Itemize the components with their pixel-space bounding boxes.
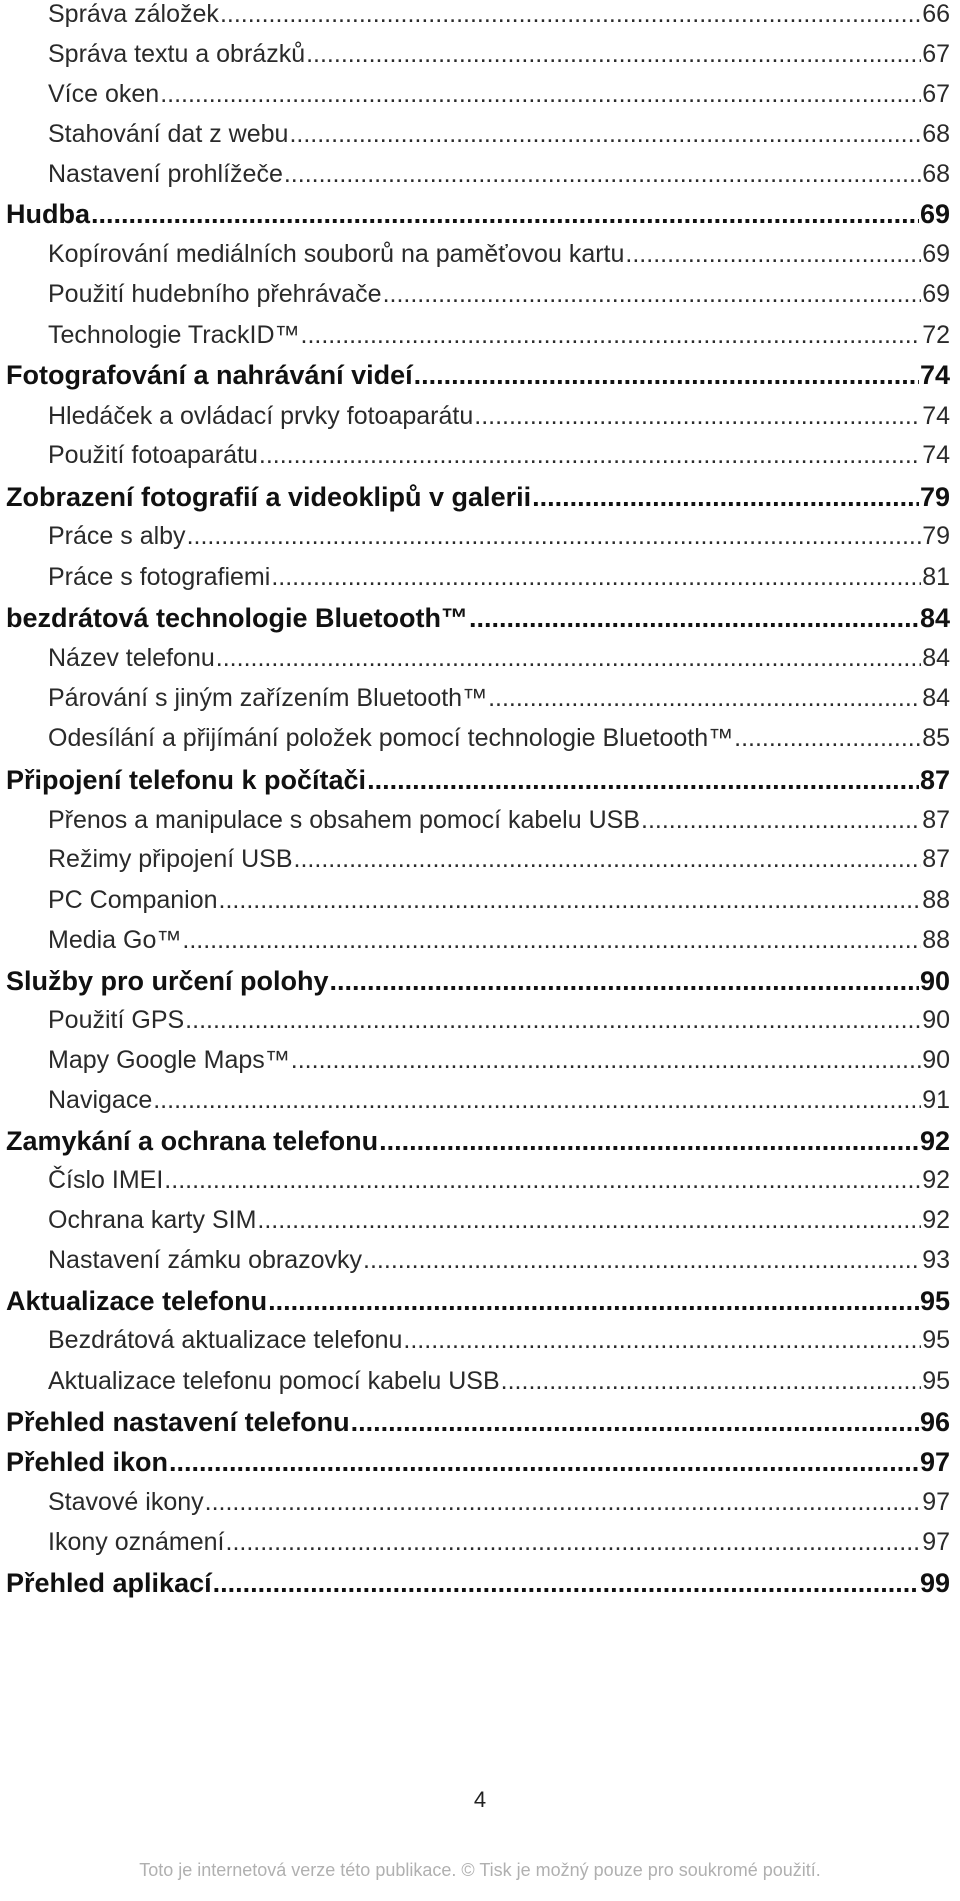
toc-entry-page: 67 bbox=[922, 40, 950, 68]
toc-entry-page: 81 bbox=[922, 563, 950, 591]
toc-dot-leader bbox=[213, 1568, 919, 1599]
toc-dot-leader bbox=[164, 1166, 921, 1195]
toc-entry-title: Stahování dat z webu bbox=[48, 120, 289, 148]
toc-entry-page: 92 bbox=[922, 1206, 950, 1234]
toc-dot-leader bbox=[160, 80, 921, 109]
toc-section-entry[interactable] bbox=[48, 644, 950, 673]
toc-chapter-entry[interactable] bbox=[6, 603, 950, 634]
toc-dot-leader bbox=[284, 160, 921, 189]
toc-entry-title: Práce s fotografiemi bbox=[48, 563, 271, 591]
toc-entry-page: 67 bbox=[922, 80, 950, 108]
toc-entry-title: Bezdrátová aktualizace telefonu bbox=[48, 1326, 403, 1354]
toc-dot-leader bbox=[625, 240, 921, 269]
toc-entry-page: 68 bbox=[922, 120, 950, 148]
toc-entry-page: 74 bbox=[922, 402, 950, 430]
toc-section-entry[interactable] bbox=[48, 563, 950, 592]
toc-entry-title: Hledáček a ovládací prvky fotoaparátu bbox=[48, 402, 474, 430]
toc-chapter-entry[interactable] bbox=[6, 360, 950, 391]
toc-section-entry[interactable] bbox=[48, 1488, 950, 1517]
toc-dot-leader bbox=[182, 926, 921, 955]
toc-entry-title: Přenos a manipulace s obsahem pomocí kabelu USB bbox=[48, 806, 640, 834]
toc-entry-page: 90 bbox=[922, 1046, 950, 1074]
toc-dot-leader bbox=[153, 1086, 921, 1115]
toc-dot-leader bbox=[91, 199, 919, 230]
toc-chapter-entry[interactable] bbox=[6, 1568, 950, 1599]
toc-dot-leader bbox=[169, 1447, 919, 1478]
toc-entry-page: 79 bbox=[922, 522, 950, 550]
toc-section-entry[interactable] bbox=[48, 402, 950, 431]
toc-dot-leader bbox=[330, 966, 919, 997]
toc-entry-title: Zamykání a ochrana telefonu bbox=[6, 1126, 379, 1156]
toc-entry-page: 91 bbox=[922, 1086, 950, 1114]
toc-entry-title: Stavové ikony bbox=[48, 1488, 204, 1516]
toc-entry-title: Přehled nastavení telefonu bbox=[6, 1407, 350, 1437]
toc-entry-title: Aktualizace telefonu pomocí kabelu USB bbox=[48, 1367, 500, 1395]
toc-section-entry[interactable] bbox=[48, 926, 950, 955]
toc-section-entry[interactable] bbox=[48, 806, 950, 835]
toc-section-entry[interactable] bbox=[48, 40, 950, 69]
toc-dot-leader bbox=[363, 1246, 921, 1275]
toc-section-entry[interactable] bbox=[48, 321, 950, 350]
toc-entry-page: 95 bbox=[919, 1286, 950, 1316]
toc-entry-page: 84 bbox=[922, 644, 950, 672]
toc-dot-leader bbox=[469, 603, 919, 634]
toc-section-entry[interactable] bbox=[48, 1528, 950, 1557]
toc-section-entry[interactable] bbox=[48, 120, 950, 149]
toc-entry-page: 69 bbox=[922, 240, 950, 268]
toc-section-entry[interactable] bbox=[48, 845, 950, 874]
toc-entry-title: bezdrátová technologie Bluetooth™ bbox=[6, 603, 469, 633]
toc-section-entry[interactable] bbox=[48, 1206, 950, 1235]
toc-dot-leader bbox=[185, 1006, 921, 1035]
toc-entry-title: Více oken bbox=[48, 80, 160, 108]
toc-section-entry[interactable] bbox=[48, 80, 950, 109]
toc-section-entry[interactable] bbox=[48, 441, 950, 470]
toc-entry-page: 69 bbox=[919, 199, 950, 229]
toc-entry-title: Odesílání a přijímání položek pomocí technologie Bluetooth™ bbox=[48, 724, 734, 752]
toc-entry-page: 84 bbox=[922, 684, 950, 712]
toc-section-entry[interactable] bbox=[48, 886, 950, 915]
toc-dot-leader bbox=[403, 1326, 921, 1355]
toc-chapter-entry[interactable] bbox=[6, 1407, 950, 1438]
toc-entry-page: 85 bbox=[922, 724, 950, 752]
toc-dot-leader bbox=[216, 644, 921, 673]
toc-entry-page: 68 bbox=[922, 160, 950, 188]
toc-dot-leader bbox=[734, 724, 921, 753]
toc-entry-title: Použití fotoaparátu bbox=[48, 441, 258, 469]
toc-section-entry[interactable] bbox=[48, 240, 950, 269]
toc-entry-title: Služby pro určení polohy bbox=[6, 966, 329, 996]
toc-section-entry[interactable] bbox=[48, 1367, 950, 1396]
toc-dot-leader bbox=[414, 360, 919, 391]
toc-dot-leader bbox=[226, 1528, 922, 1557]
toc-dot-leader bbox=[367, 765, 919, 796]
toc-entry-title: Media Go™ bbox=[48, 926, 182, 954]
toc-entry-title: Správa záložek bbox=[48, 0, 219, 28]
toc-entry-title: Správa textu a obrázků bbox=[48, 40, 306, 68]
toc-dot-leader bbox=[532, 482, 919, 513]
toc-entry-page: 97 bbox=[919, 1447, 950, 1477]
toc-dot-leader bbox=[501, 1367, 922, 1396]
toc-entry-page: 95 bbox=[922, 1367, 950, 1395]
toc-dot-leader bbox=[187, 522, 922, 551]
toc-section-entry[interactable] bbox=[48, 1006, 950, 1035]
toc-dot-leader bbox=[379, 1126, 919, 1157]
toc-chapter-entry[interactable] bbox=[6, 1286, 950, 1317]
toc-entry-page: 99 bbox=[919, 1568, 950, 1598]
toc-chapter-entry[interactable] bbox=[6, 482, 950, 513]
toc-entry-page: 92 bbox=[922, 1166, 950, 1194]
toc-dot-leader bbox=[301, 321, 922, 350]
toc-dot-leader bbox=[259, 441, 921, 470]
toc-section-entry[interactable] bbox=[48, 1086, 950, 1115]
toc-section-entry[interactable] bbox=[48, 1246, 950, 1275]
toc-entry-title: Fotografování a nahrávání videí bbox=[6, 360, 413, 390]
footer-note: Toto je internetová verze této publikace. © Tisk je možný pouze pro soukromé použití. bbox=[139, 1860, 821, 1880]
toc-entry-title: Připojení telefonu k počítači bbox=[6, 765, 367, 795]
toc-chapter-entry[interactable] bbox=[6, 765, 950, 796]
toc-section-entry[interactable] bbox=[48, 0, 950, 29]
toc-entry-page: 88 bbox=[922, 926, 950, 954]
toc-entry-title: Název telefonu bbox=[48, 644, 215, 672]
toc-section-entry[interactable] bbox=[48, 280, 950, 309]
toc-entry-title: Zobrazení fotografií a videoklipů v galerii bbox=[6, 482, 532, 512]
toc-section-entry[interactable] bbox=[48, 684, 950, 713]
toc-entry-title: Ikony oznámení bbox=[48, 1528, 225, 1556]
toc-entry-page: 90 bbox=[919, 966, 950, 996]
toc-section-entry[interactable] bbox=[48, 522, 950, 551]
toc-entry-page: 92 bbox=[919, 1126, 950, 1156]
toc-entry-page: 90 bbox=[922, 1006, 950, 1034]
toc-dot-leader bbox=[383, 280, 922, 309]
toc-entry-page: 74 bbox=[922, 441, 950, 469]
toc-entry-title: Kopírování mediálních souborů na paměťovou kartu bbox=[48, 240, 625, 268]
toc-entry-title: Navigace bbox=[48, 1086, 153, 1114]
toc-section-entry[interactable] bbox=[48, 724, 950, 753]
toc-entry-title: Použití GPS bbox=[48, 1006, 185, 1034]
toc-chapter-entry[interactable] bbox=[6, 1126, 950, 1157]
toc-dot-leader bbox=[641, 806, 921, 835]
toc-dot-leader bbox=[351, 1407, 919, 1438]
toc-entry-title: Číslo IMEI bbox=[48, 1166, 164, 1194]
page-number: 4 bbox=[473, 1787, 487, 1812]
toc-chapter-entry[interactable] bbox=[6, 966, 950, 997]
toc-dot-leader bbox=[220, 0, 921, 29]
toc-entry-page: 93 bbox=[922, 1246, 950, 1274]
toc-entry-page: 74 bbox=[919, 360, 950, 390]
toc-entry-title: Režimy připojení USB bbox=[48, 845, 293, 873]
toc-entry-title: Nastavení prohlížeče bbox=[48, 160, 283, 188]
toc-entry-page: 87 bbox=[922, 845, 950, 873]
toc-dot-leader bbox=[291, 1046, 921, 1075]
toc-dot-leader bbox=[306, 40, 921, 69]
toc-section-entry[interactable] bbox=[48, 1046, 950, 1075]
toc-entry-page: 84 bbox=[919, 603, 950, 633]
toc-entry-page: 88 bbox=[922, 886, 950, 914]
toc-dot-leader bbox=[268, 1286, 919, 1317]
toc-entry-title: Aktualizace telefonu bbox=[6, 1286, 268, 1316]
toc-entry-page: 95 bbox=[922, 1326, 950, 1354]
toc-entry-title: Ochrana karty SIM bbox=[48, 1206, 257, 1234]
toc-dot-leader bbox=[219, 886, 922, 915]
toc-dot-leader bbox=[294, 845, 922, 874]
toc-chapter-entry[interactable] bbox=[6, 199, 950, 230]
toc-entry-page: 72 bbox=[922, 321, 950, 349]
toc-entry-title: Technologie TrackID™ bbox=[48, 321, 300, 349]
toc-entry-title: Použití hudebního přehrávače bbox=[48, 280, 382, 308]
toc-entry-title: Mapy Google Maps™ bbox=[48, 1046, 290, 1074]
toc-entry-page: 66 bbox=[922, 0, 950, 28]
toc-entry-page: 87 bbox=[922, 806, 950, 834]
toc-entry-page: 96 bbox=[919, 1407, 950, 1437]
toc-entry-page: 87 bbox=[919, 765, 950, 795]
toc-dot-leader bbox=[271, 563, 921, 592]
toc-dot-leader bbox=[257, 1206, 921, 1235]
toc-entry-title: Práce s alby bbox=[48, 522, 186, 550]
toc-entry-page: 69 bbox=[922, 280, 950, 308]
toc-entry-page: 79 bbox=[919, 482, 950, 512]
toc-entry-title: Hudba bbox=[6, 199, 90, 229]
toc-entry-title: Přehled aplikací bbox=[6, 1568, 212, 1598]
toc-dot-leader bbox=[289, 120, 921, 149]
toc-entry-title: Nastavení zámku obrazovky bbox=[48, 1246, 363, 1274]
toc-dot-leader bbox=[488, 684, 921, 713]
toc-section-entry[interactable] bbox=[48, 1166, 950, 1195]
toc-dot-leader bbox=[205, 1488, 922, 1517]
toc-chapter-entry[interactable] bbox=[6, 1447, 950, 1478]
toc-section-entry[interactable] bbox=[48, 1326, 950, 1355]
toc-section-entry[interactable] bbox=[48, 160, 950, 189]
toc-entry-title: Párování s jiným zařízením Bluetooth™ bbox=[48, 684, 488, 712]
toc-entry-title: Přehled ikon bbox=[6, 1447, 169, 1477]
toc-entry-title: PC Companion bbox=[48, 886, 218, 914]
toc-dot-leader bbox=[474, 402, 921, 431]
toc-entry-page: 97 bbox=[922, 1528, 950, 1556]
toc-entry-page: 97 bbox=[922, 1488, 950, 1516]
